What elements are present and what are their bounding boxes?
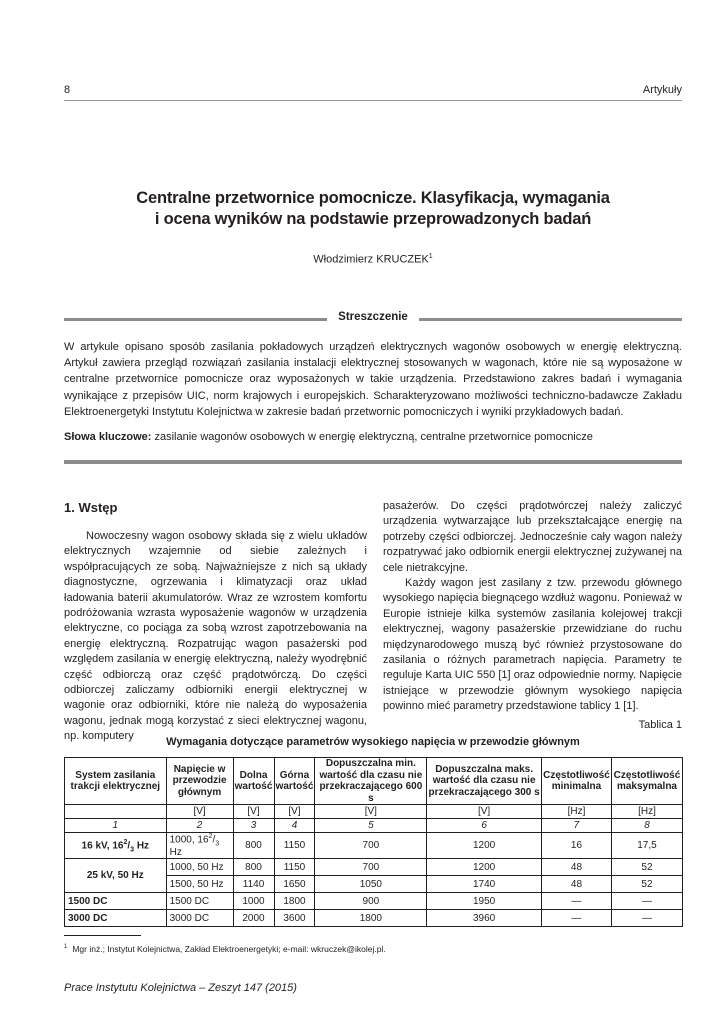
keywords xyxy=(64,429,682,445)
table-cell: 800 xyxy=(233,833,274,859)
table-cell: 52 xyxy=(611,859,682,876)
table-cell: [V] xyxy=(315,805,427,819)
page-number: 8 xyxy=(64,84,71,96)
abstract-heading-label: Streszczenie xyxy=(338,311,408,323)
table-cell-voltage: 3000 DC xyxy=(166,910,233,927)
table-cell: [Hz] xyxy=(611,805,682,819)
table-cell-system: 25 kV, 50 Hz xyxy=(65,859,167,893)
header-rule xyxy=(64,100,682,101)
column-left xyxy=(64,529,367,745)
table-cell: 6 xyxy=(427,819,542,833)
table-row xyxy=(65,859,683,876)
table-cell-system: 3000 DC xyxy=(65,910,167,927)
table-cell: — xyxy=(541,910,611,927)
table-cell: — xyxy=(541,893,611,910)
column-right xyxy=(383,499,682,715)
table-header-row xyxy=(65,758,683,805)
table-label: Tablica 1 xyxy=(638,719,682,731)
table-cell-voltage: 1500, 50 Hz xyxy=(166,876,233,893)
title-line-1: Centralne przetwornice pomocnicze. Klasyfikacja, wymagania xyxy=(136,189,610,207)
table-cell: [V] xyxy=(166,805,233,819)
author-footnote-mark: 1 xyxy=(428,253,433,260)
table-cell: — xyxy=(611,893,682,910)
title-line-2: i ocena wyników na podstawie przeprowadzonych badań xyxy=(154,210,592,228)
footnote-rule xyxy=(64,935,141,936)
table-cell: 1800 xyxy=(315,910,427,927)
table-cell: 1800 xyxy=(274,893,315,910)
table-cell: 800 xyxy=(233,859,274,876)
paragraph: pasażerów. Do części prądotwórczej należy zaliczyć urządzenia wytwarzające lub przekształcające energię na potrzeby części odbiorczej. Jednocześnie cały wagon należy rozpatrywać jako odbiornik energii elektrycznej zużywanej na cele nietrakcyjne. xyxy=(383,500,682,574)
author xyxy=(64,253,682,266)
footnote-text: Mgr inż.; Instytut Kolejnictwa, Zakład Elektroenergetyki; e-mail: wkruczek@ikolej.pl. xyxy=(72,944,386,954)
table-cell-system: 1500 DC xyxy=(65,893,167,910)
table-cell: 4 xyxy=(274,819,315,833)
table-cell-voltage: 1000, 50 Hz xyxy=(166,859,233,876)
table-cell: [V] xyxy=(274,805,315,819)
table-header-cell: Dolna wartość xyxy=(233,758,274,805)
table-row xyxy=(65,893,683,910)
table-cell: 3960 xyxy=(427,910,542,927)
section-tag: Artykuły xyxy=(642,84,682,96)
table-cell: 7 xyxy=(541,819,611,833)
table-cell: 1150 xyxy=(274,859,315,876)
article-title xyxy=(64,188,682,230)
table-cell: 3 xyxy=(233,819,274,833)
table-cell: 1650 xyxy=(274,876,315,893)
table-cell: 1740 xyxy=(427,876,542,893)
table-cell-system: 16 kV, $16^2/_3$ Hz xyxy=(65,833,167,859)
table-units-row xyxy=(65,805,683,819)
footnote xyxy=(64,944,386,954)
table-cell: 1050 xyxy=(315,876,427,893)
table-index-row xyxy=(65,819,683,833)
table-cell: [Hz] xyxy=(541,805,611,819)
table-cell-voltage: 1500 DC xyxy=(166,893,233,910)
keywords-label: Słowa kluczowe: xyxy=(64,431,152,443)
abstract-heading xyxy=(64,311,682,327)
table-cell: [V] xyxy=(233,805,274,819)
journal-citation: Prace Instytutu Kolejnictwa – Zeszyt 147 (2015) xyxy=(64,982,297,994)
table-cell: 1 xyxy=(65,819,167,833)
table-cell: 16 xyxy=(541,833,611,859)
author-name: Włodzimierz KRUCZEK xyxy=(313,253,429,266)
table-cell xyxy=(65,805,167,819)
table-cell: 17,5 xyxy=(611,833,682,859)
table-header-cell: Częstotliwość minimalna xyxy=(541,758,611,805)
table-row xyxy=(65,833,683,859)
paragraph: Każdy wagon jest zasilany z tzw. przewodu głównego wysokiego napięcia biegnącego wzdłuż wagonu. Ponieważ w Europie istnieje kilka systemów zasilania kolejowej trakcji elektrycznej, wagony pasażerskie przewidziane do ruchu międzynarodowego muszą być również przystosowane do zasilania o różnych parametrach napięcia. Parametry te reguluje Karta UIC 550 [1] oraz odpowiednie normy. Napięcie istniejące w przewodzie głównym wysokiego napięcia powinno mieć parametry przedstawione tablicy 1 [1]. xyxy=(383,577,682,713)
table-header-cell: Napięcie w przewodzie głównym xyxy=(166,758,233,805)
abstract-bottom-bar xyxy=(64,460,682,464)
table-cell: 52 xyxy=(611,876,682,893)
table-cell: [V] xyxy=(427,805,542,819)
table-header-cell: Dopuszczalna maks. wartość dla czasu nie przekraczającego 300 s xyxy=(427,758,542,805)
table-cell: 1150 xyxy=(274,833,315,859)
table-cell: 700 xyxy=(315,833,427,859)
table-header-cell: Dopuszczalna min. wartość dla czasu nie przekraczającego 600 s xyxy=(315,758,427,805)
table-cell: — xyxy=(611,910,682,927)
table-title: Wymagania dotyczące parametrów wysokiego napięcia w przewodzie głównym xyxy=(166,736,580,748)
abstract-text: W artykule opisano sposób zasilania pokładowych urządzeń elektrycznych wagonów osobowych w energię elektryczną. Artykuł zawiera przegląd rozwiązań zasilania instalacji elektrycznej stosowanych w wagonach, które nie są wyposażone w centralne przetwornice pomocnicze oraz wyposażonych w takie urządzenia. Przedstawiono zakres badań i wymagania wynikające z przepisów UIC, norm krajowych i europejskich. Scharakteryzowano możliwości techniczno-badawcze Zakładu Elektroenergetyki Instytutu Kolejnictwa w zakresie badań przetwornic pomocniczych i wyniki przykładowych badań. xyxy=(64,341,682,418)
table-row xyxy=(65,910,683,927)
table-cell: 3600 xyxy=(274,910,315,927)
table-cell: 1140 xyxy=(233,876,274,893)
table-cell: 8 xyxy=(611,819,682,833)
table-header-cell: Częstotliwość maksymalna xyxy=(611,758,682,805)
table-cell: 5 xyxy=(315,819,427,833)
table-cell: 48 xyxy=(541,876,611,893)
table-cell: 700 xyxy=(315,859,427,876)
table-cell: 2000 xyxy=(233,910,274,927)
keywords-text: zasilanie wagonów osobowych w energię elektryczną, centralne przetwornice pomocnicze xyxy=(151,431,593,443)
voltage-requirements-table xyxy=(64,757,683,927)
section-heading: 1. Wstęp xyxy=(64,500,118,515)
table-cell: 48 xyxy=(541,859,611,876)
table-cell: 900 xyxy=(315,893,427,910)
table-cell: 1200 xyxy=(427,833,542,859)
table-cell: 2 xyxy=(166,819,233,833)
table-cell: 1950 xyxy=(427,893,542,910)
table-header-cell: System zasilania trakcji elektrycznej xyxy=(65,758,167,805)
paragraph: Nowoczesny wagon osobowy składa się z wielu układów elektrycznych wzajemnie od siebie zależnych i współpracujących ze sobą. Najważniejsze z nich są układy diagnostyczne, ogrzewania i klimatyzacji oraz układ ładowania baterii akumulatorów. Wraz ze wzrostem komfortu podróżowania wzrasta wyposażenie wagonów w urządzenia elektryczne, co pociąga za sobą wzrost zapotrzebowania na energię elektryczną. Rozpatrując wagon pasażerski pod względem zasilania w energię elektryczną, należy wyodrębnić część odbiorczą oraz część prądotwórczą. Do części odbiorczej zaliczamy odbiorniki energii elektrycznej w wagonie oraz odbiorniki, które nie należą do wyposażenia wagonu, jednak mogą korzystać z sieci elektrycznej wagonu, np. komputery xyxy=(64,530,367,743)
table-header-cell: Górna wartość xyxy=(274,758,315,805)
table-cell: 1000 xyxy=(233,893,274,910)
footnote-mark: 1 xyxy=(64,944,68,951)
table-cell-voltage: 1000, $16^2/_3$ Hz xyxy=(166,833,233,859)
table-cell: 1200 xyxy=(427,859,542,876)
